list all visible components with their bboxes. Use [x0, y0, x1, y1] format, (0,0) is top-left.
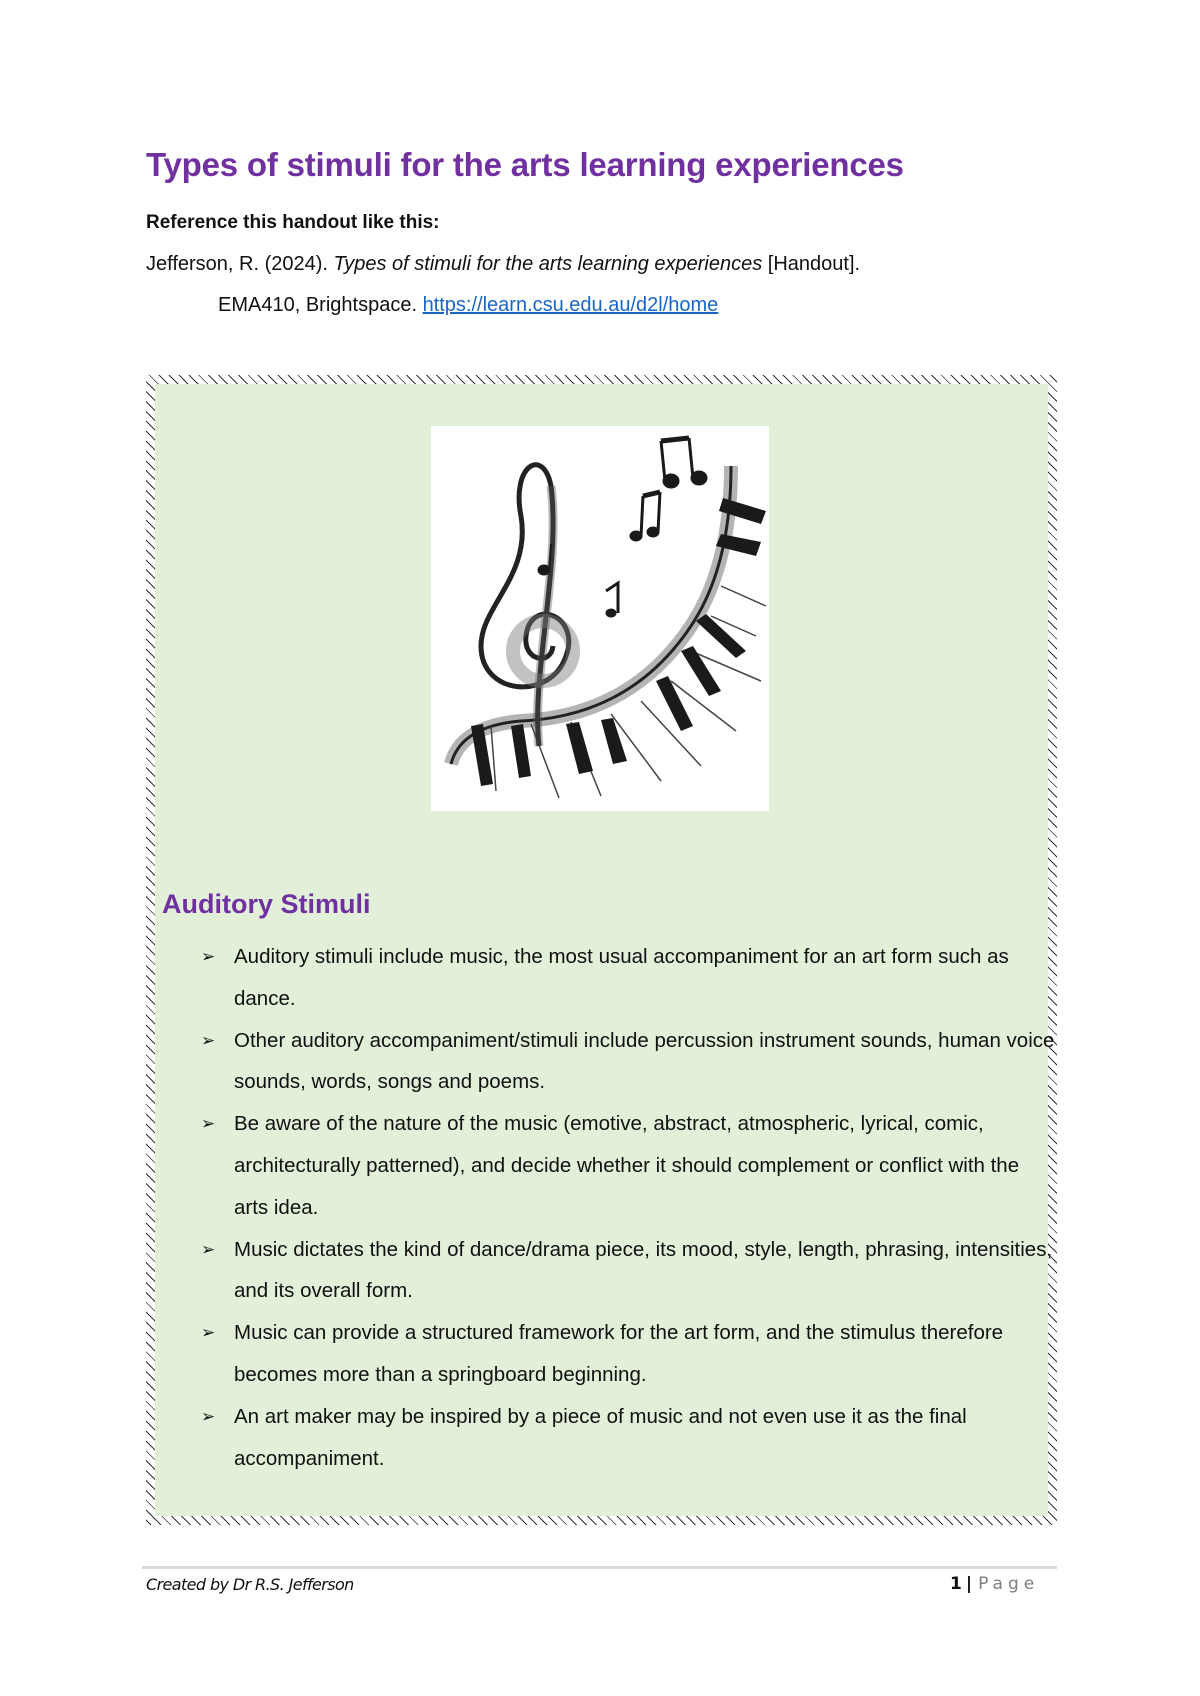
list-item-text: Other auditory accompaniment/stimuli include percussion instrument sounds, human voice sounds, words, songs and poems.	[234, 1028, 1055, 1094]
footer-author: Created by Dr R.S. Jefferson	[146, 1575, 354, 1594]
arrow-bullet-icon: ➢	[201, 947, 216, 966]
page-separator: |	[965, 1574, 973, 1594]
list-item-text: Auditory stimuli include music, the most usual accompaniment for an art form such as dance.	[234, 945, 1009, 1010]
section-heading-auditory-stimuli: Auditory Stimuli	[162, 889, 371, 919]
citation-line-2	[218, 294, 718, 317]
page-label: Page	[978, 1574, 1040, 1594]
citation-line-1	[146, 253, 860, 276]
list-item	[197, 1229, 1057, 1313]
citation-source: EMA410, Brightspace.	[218, 294, 423, 316]
treble-clef-piano-icon	[431, 426, 769, 811]
list-item	[197, 936, 1057, 1020]
footer-divider	[142, 1566, 1057, 1569]
list-item	[197, 1103, 1057, 1228]
arrow-bullet-icon: ➢	[201, 1114, 216, 1134]
citation-author-year: Jefferson, R. (2024).	[146, 253, 334, 275]
footer-page-number	[950, 1574, 1039, 1594]
auditory-stimuli-box	[146, 375, 1057, 1525]
page-number: 1	[950, 1574, 962, 1594]
list-item-text: Music dictates the kind of dance/drama piece, its mood, style, length, phrasing, intensities, and its overall form.	[234, 1237, 1053, 1303]
list-item	[197, 1020, 1057, 1104]
auditory-stimuli-list	[197, 936, 1057, 1479]
list-item	[197, 1396, 1057, 1480]
list-item	[197, 1312, 1057, 1396]
arrow-bullet-icon: ➢	[201, 1323, 216, 1343]
arrow-bullet-icon: ➢	[201, 1030, 216, 1050]
arrow-bullet-icon: ➢	[201, 1239, 216, 1259]
list-item-text: Be aware of the nature of the music (emotive, abstract, atmospheric, lyrical, comic, architecturally patterned), and decide whether it should complement or conflict with the arts idea.	[234, 1112, 1020, 1219]
list-item-text: Music can provide a structured framework for the art form, and the stimulus therefore becomes more than a springboard beginning.	[234, 1321, 1004, 1386]
list-item-text: An art maker may be inspired by a piece of music and not even use it as the final accompaniment.	[234, 1404, 967, 1470]
arrow-bullet-icon: ➢	[201, 1406, 216, 1426]
reference-label: Reference this handout like this:	[146, 212, 440, 233]
citation-link[interactable]: https://learn.csu.edu.au/d2l/home	[422, 294, 719, 316]
citation-type: [Handout].	[762, 253, 861, 275]
document-title: Types of stimuli for the arts learning experiences	[146, 146, 904, 183]
box-content	[155, 384, 1055, 1516]
music-clef-piano-image	[431, 426, 769, 811]
citation-title: Types of stimuli for the arts learning experiences	[333, 253, 763, 275]
